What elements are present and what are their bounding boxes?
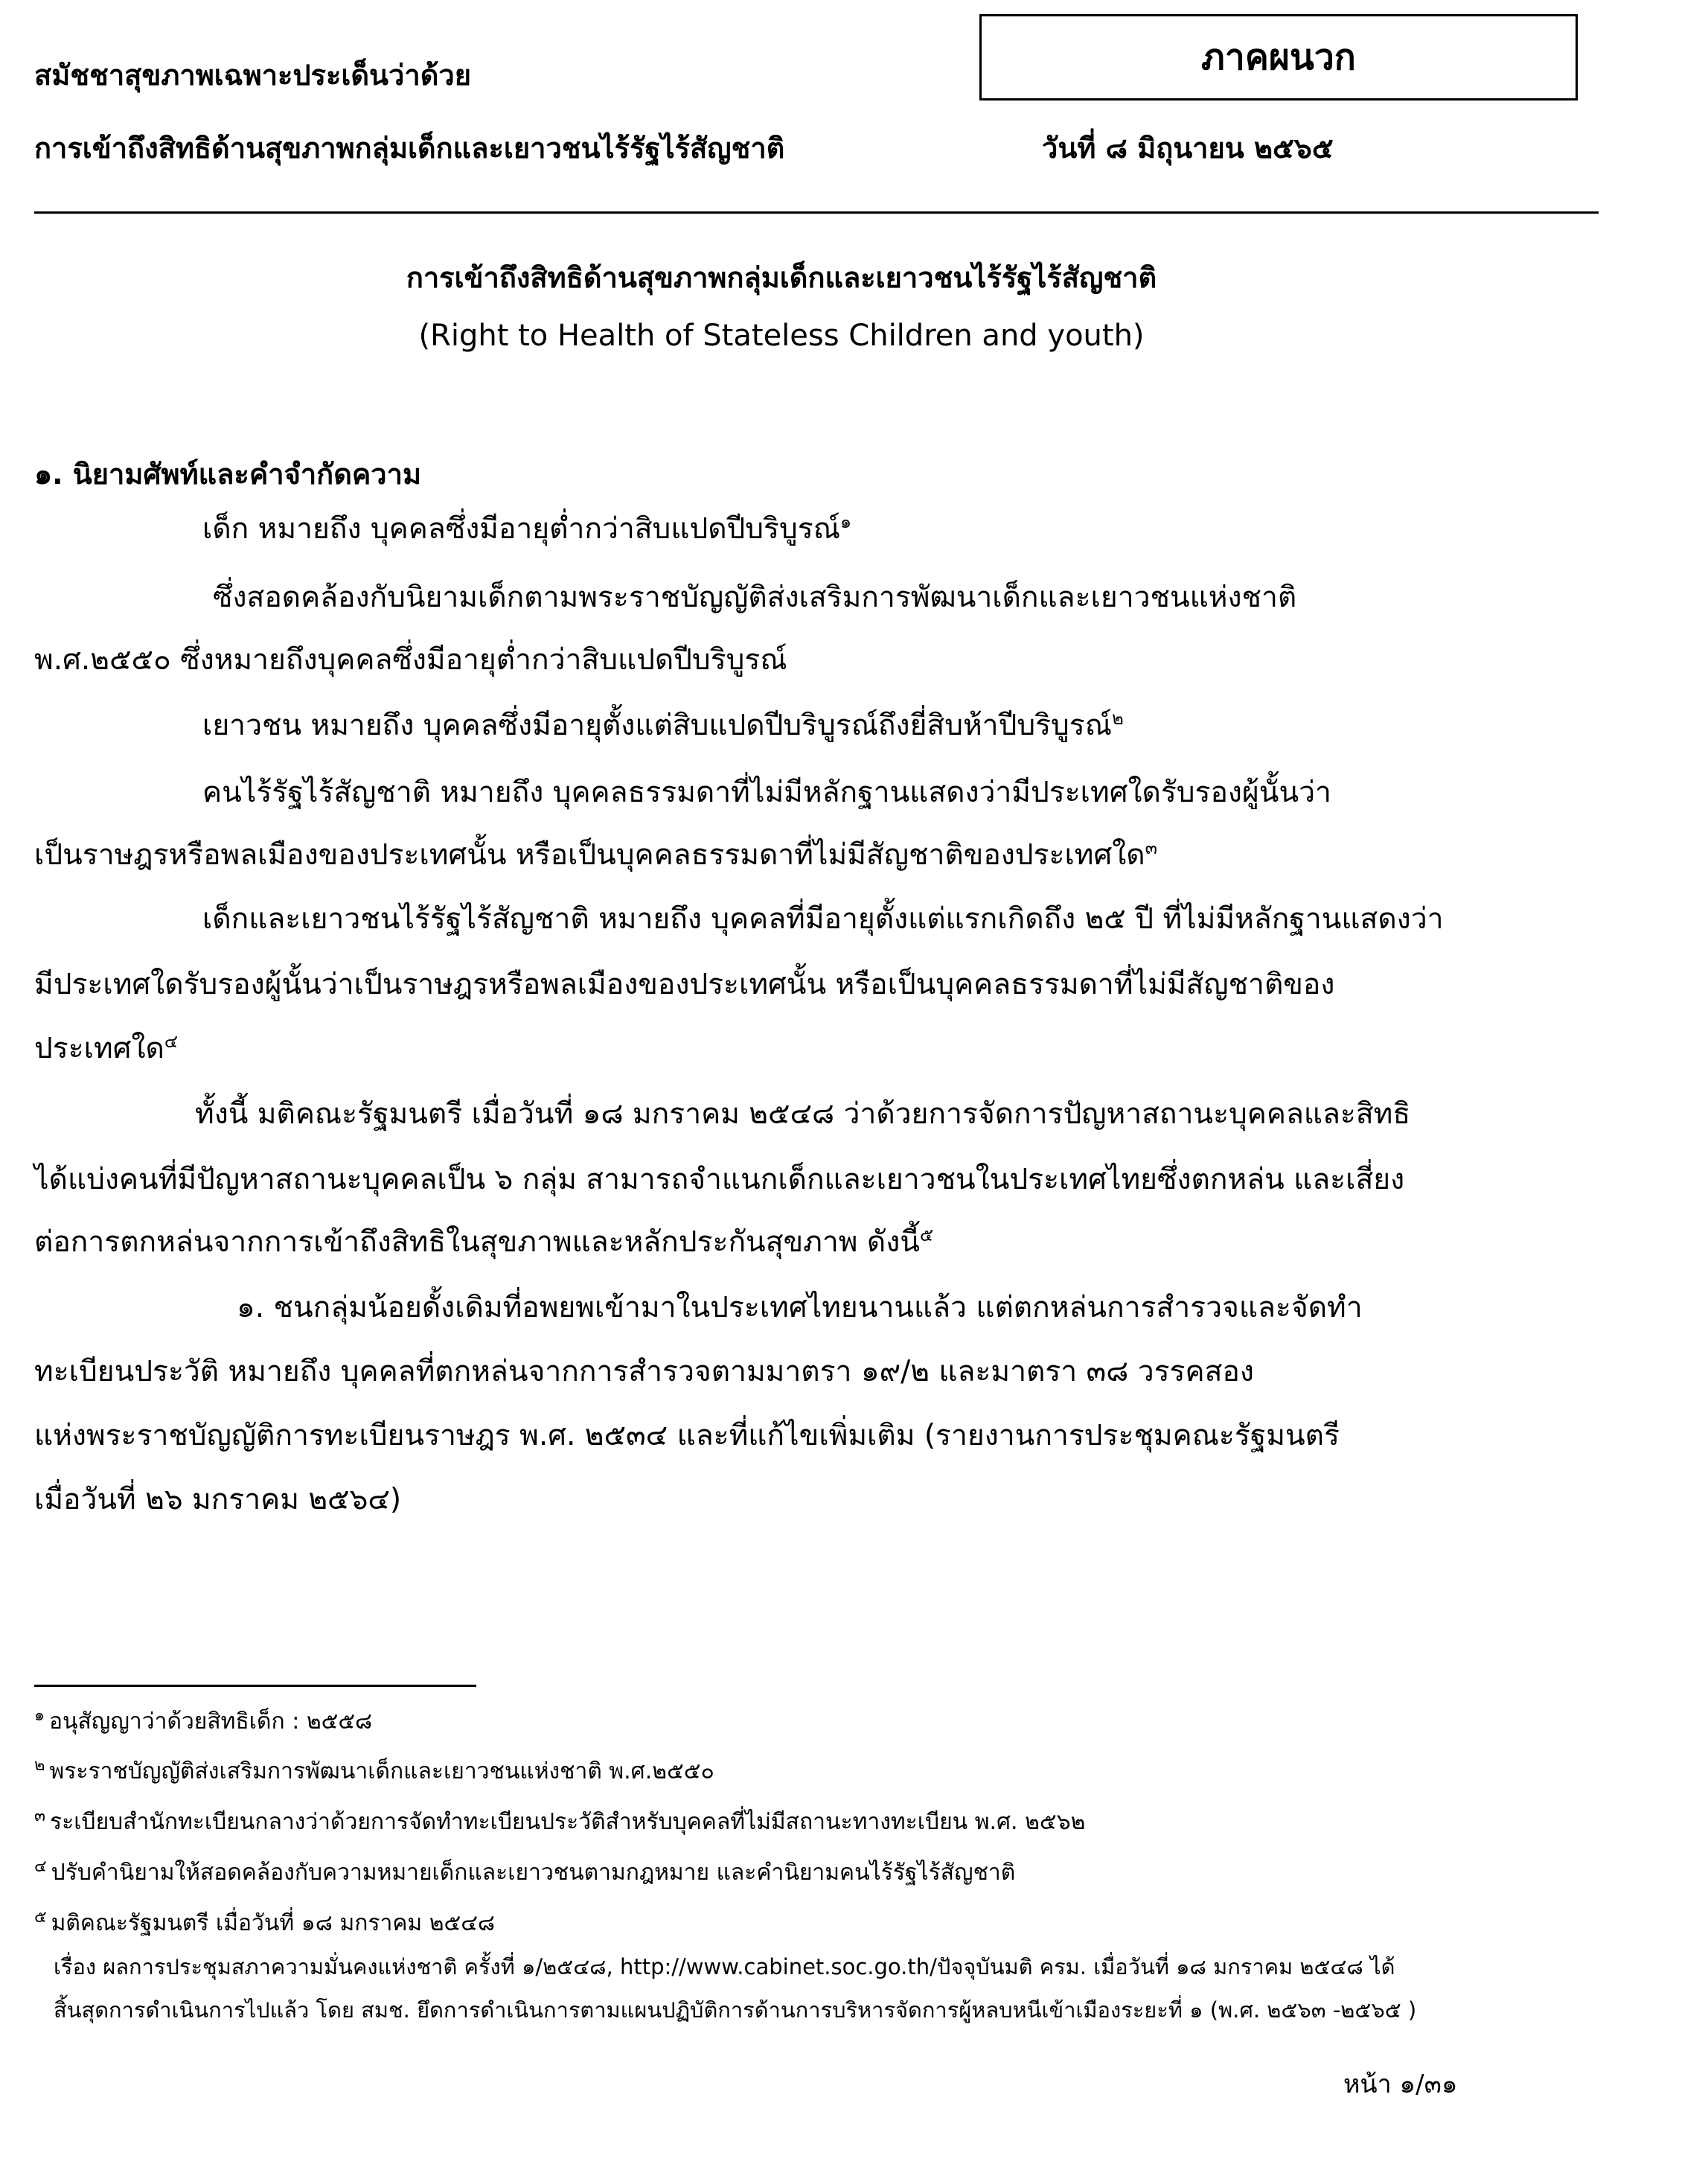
footnote: $^๔$ ปรับคำนิยามให้สอดคล้องกับความหมายเด็กและเยาวชนตามกฎหมาย และคำนิยามคนไร้รัฐไร้สัญชาติ (34, 1857, 1016, 1886)
appendix-label: ภาคผนวก (1201, 36, 1356, 78)
body-line: ได้แบ่งคนที่มีปัญหาสถานะบุคคลเป็น ๖ กลุ่ม สามารถจำแนกเด็กและเยาวชนในประเทศไทยซึ่งตกหล่น และเสี่ยง (34, 1163, 1405, 1196)
footnote-ref: ๑ (839, 511, 852, 532)
body-line: ประเทศใด$^๔$ (34, 1031, 178, 1065)
footnote-ref: ๒ (1111, 708, 1124, 729)
page-number: หน้า ๑/๓๑ (1343, 2070, 1458, 2099)
document-title-thai: การเข้าถึงสิทธิด้านสุขภาพกลุ่มเด็กและเยาวชนไร้รัฐไร้สัญชาติ (406, 261, 1157, 294)
body-line: ทั้งนี้ มติคณะรัฐมนตรี เมื่อวันที่ ๑๘ มกราคม ๒๕๔๘ ว่าด้วยการจัดการปัญหาสถานะบุคคลและสิทธิ (195, 1097, 1411, 1131)
footnote-ref: ๓ (1145, 837, 1158, 858)
body-line: พ.ศ.๒๕๕๐ ซึ่งหมายถึงบุคคลซึ่งมีอายุต่ำกว่าสิบแปดปีบริบูรณ์ (34, 643, 787, 677)
footnote-ref: ๔ (164, 1031, 178, 1052)
footnote-detail-line: เรื่อง ผลการประชุมสภาความมั่นคงแห่งชาติ ครั้งที่ ๑/๒๕๔๘, http://www.cabinet.soc.go.th/ปัจจุบันมติ ครม. เมื่อวันที่ ๑๘ มกราคม ๒๕๔๘ ได้ (54, 1954, 1395, 1979)
footnote-divider (34, 1685, 476, 1687)
body-line: ต่อการตกหล่นจากการเข้าถึงสิทธิในสุขภาพและหลักประกันสุขภาพ ดังนี้$^๕$ (34, 1225, 934, 1259)
body-line: เด็กและเยาวชนไร้รัฐไร้สัญชาติ หมายถึง บุคคลที่มีอายุตั้งแต่แรกเกิดถึง ๒๕ ปี ที่ไม่มีหลักฐานแสดงว่า (202, 902, 1444, 936)
footnote: $^๕$ มติคณะรัฐมนตรี เมื่อวันที่ ๑๘ มกราคม ๒๕๔๘ (34, 1908, 496, 1936)
footnote-ref: ๕ (919, 1225, 934, 1245)
body-line: เด็ก หมายถึง บุคคลซึ่งมีอายุต่ำกว่าสิบแปดปีบริบูรณ์$^๑$ (202, 511, 852, 546)
body-line: ทะเบียนประวัติ หมายถึง บุคคลที่ตกหล่นจากการสำรวจตามมาตรา ๑๙/๒ และมาตรา ๓๘ วรรคสอง (34, 1355, 1254, 1388)
body-line: เยาวชน หมายถึง บุคคลซึ่งมีอายุตั้งแต่สิบแปดปีบริบูรณ์ถึงยี่สิบห้าปีบริบูรณ์$^๒$ (202, 708, 1124, 742)
footnote: $^๑$ อนุสัญญาว่าด้วยสิทธิเด็ก : ๒๕๕๘ (34, 1706, 373, 1735)
footnote: $^๓$ ระเบียบสำนักทะเบียนกลางว่าด้วยการจัดทำทะเบียนประวัติสำหรับบุคคลที่ไม่มีสถานะทางทะเบียน พ.ศ. ๒๕๖๒ (34, 1807, 1086, 1835)
body-line: แห่งพระราชบัญญัติการทะเบียนราษฎร พ.ศ. ๒๕๓๔ และที่แก้ไขเพิ่มเติม (รายงานการประชุมคณะรัฐมนตรี (34, 1419, 1340, 1452)
assembly-title-line1: สมัชชาสุขภาพเฉพาะประเด็นว่าด้วย (34, 59, 471, 92)
body-line: ซึ่งสอดคล้องกับนิยามเด็กตามพระราชบัญญัติส่งเสริมการพัฒนาเด็กและเยาวชนแห่งชาติ (213, 581, 1297, 614)
assembly-title-line2: การเข้าถึงสิทธิด้านสุขภาพกลุ่มเด็กและเยาวชนไร้รัฐไร้สัญชาติ (34, 132, 785, 165)
appendix-box (979, 14, 1578, 100)
header-divider (34, 211, 1599, 214)
document-date: วันที่ ๘ มิถุนายน ๒๕๖๕ (1042, 132, 1334, 165)
body-line: เมื่อวันที่ ๒๖ มกราคม ๒๕๖๔) (34, 1483, 402, 1516)
body-line: เป็นราษฎรหรือพลเมืองของประเทศนั้น หรือเป็นบุคคลธรรมดาที่ไม่มีสัญชาติของประเทศใด$^๓$ (34, 837, 1158, 872)
document-title-english: (Right to Health of Stateless Children and youth) (418, 319, 1145, 353)
body-line: ๑. ชนกลุ่มน้อยดั้งเดิมที่อพยพเข้ามาในประเทศไทยนานแล้ว แต่ตกหล่นการสำรวจและจัดทำ (237, 1291, 1363, 1324)
footnote: $^๒$ พระราชบัญญัติส่งเสริมการพัฒนาเด็กและเยาวชนแห่งชาติ พ.ศ.๒๕๕๐ (34, 1756, 714, 1784)
section-heading: ๑. นิยามศัพท์และคำจำกัดความ (34, 458, 422, 491)
body-line: มีประเทศใดรับรองผู้นั้นว่าเป็นราษฎรหรือพลเมืองของประเทศนั้น หรือเป็นบุคคลธรรมดาที่ไม่มีสัญชาติของ (34, 968, 1335, 1001)
body-line: คนไร้รัฐไร้สัญชาติ หมายถึง บุคคลธรรมดาที่ไม่มีหลักฐานแสดงว่ามีประเทศใดรับรองผู้นั้นว่า (202, 776, 1331, 809)
footnote-detail-line: สิ้นสุดการดำเนินการไปแล้ว โดย สมช. ยึดการดำเนินการตามแผนปฏิบัติการด้านการบริหารจัดการผู้หลบหนีเข้าเมืองระยะที่ ๑ (พ.ศ. ๒๕๖๓ -๒๕๖๕ ) (54, 1997, 1417, 2023)
